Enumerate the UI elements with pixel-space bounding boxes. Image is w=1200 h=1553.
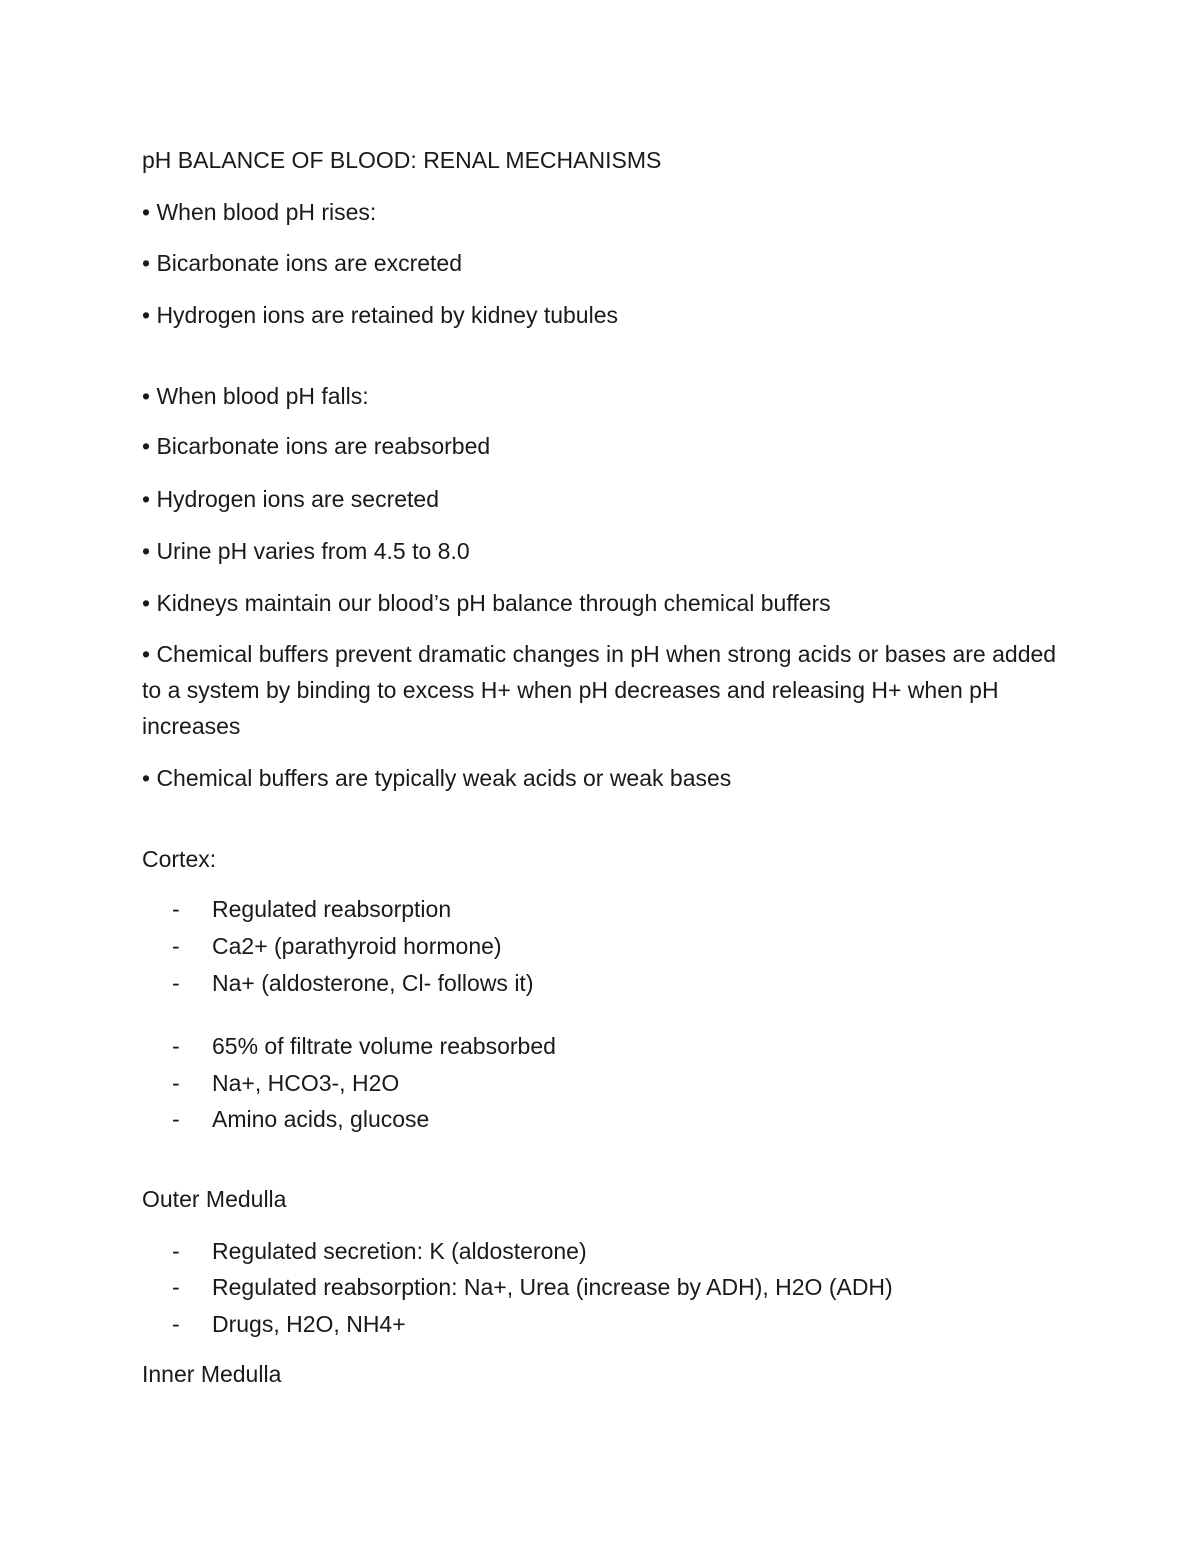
bullet-heading-ph-rises: • When blood pH rises: [142, 199, 377, 225]
dash-marker: - [172, 1311, 180, 1337]
bullet-item: • Hydrogen ions are secreted [142, 486, 439, 512]
dash-marker: - [172, 1106, 180, 1132]
bullet-item: • Bicarbonate ions are excreted [142, 250, 463, 276]
dash-marker: - [172, 1070, 180, 1096]
dash-marker: - [172, 1238, 180, 1264]
bullet-item: • Hydrogen ions are retained by kidney tubules [142, 302, 619, 328]
bullet-heading-ph-falls: • When blood pH falls: [142, 383, 369, 409]
section-heading-outer-medulla: Outer Medulla [142, 1186, 287, 1212]
list-item-text: Regulated reabsorption [212, 896, 452, 922]
bullet-item: • Kidneys maintain our blood’s pH balance through chemical buffers [142, 590, 831, 616]
list-item-text: Ca2+ (parathyroid hormone) [212, 933, 502, 959]
dash-marker: - [172, 896, 180, 922]
dash-marker: - [172, 970, 180, 996]
list-item-text: Drugs, H2O, NH4+ [212, 1311, 406, 1337]
list-item-text: Na+, HCO3-, H2O [212, 1070, 400, 1096]
dash-marker: - [172, 1274, 180, 1300]
list-item-text: Na+ (aldosterone, Cl- follows it) [212, 970, 534, 996]
list-item-text: Regulated reabsorption: Na+, Urea (increase by ADH), H2O (ADH) [212, 1274, 893, 1300]
list-item [172, 1031, 556, 1061]
list-item [172, 894, 451, 924]
list-item [172, 1272, 893, 1302]
list-item [172, 1068, 399, 1098]
page-title: pH BALANCE OF BLOOD: RENAL MECHANISMS [142, 147, 662, 173]
list-item-text: Amino acids, glucose [212, 1106, 430, 1132]
bullet-item: • Bicarbonate ions are reabsorbed [142, 433, 491, 459]
list-item [172, 1236, 587, 1266]
list-item [172, 1104, 429, 1134]
section-heading-cortex: Cortex: [142, 846, 217, 872]
bullet-item: • Urine pH varies from 4.5 to 8.0 [142, 538, 470, 564]
list-item [172, 968, 533, 998]
list-item [172, 1309, 406, 1339]
section-heading-inner-medulla: Inner Medulla [142, 1361, 282, 1387]
list-item-text: 65% of filtrate volume reabsorbed [212, 1033, 556, 1059]
list-item-text: Regulated secretion: K (aldosterone) [212, 1238, 587, 1264]
dash-marker: - [172, 933, 180, 959]
dash-marker: - [172, 1033, 180, 1059]
list-item [172, 931, 502, 961]
bullet-paragraph: • Chemical buffers prevent dramatic changes in pH when strong acids or bases are added to a system by binding to excess H+ when pH decreases and releasing H+ when pH increases [142, 641, 1057, 739]
bullet-item: • Chemical buffers are typically weak acids or weak bases [142, 765, 732, 791]
